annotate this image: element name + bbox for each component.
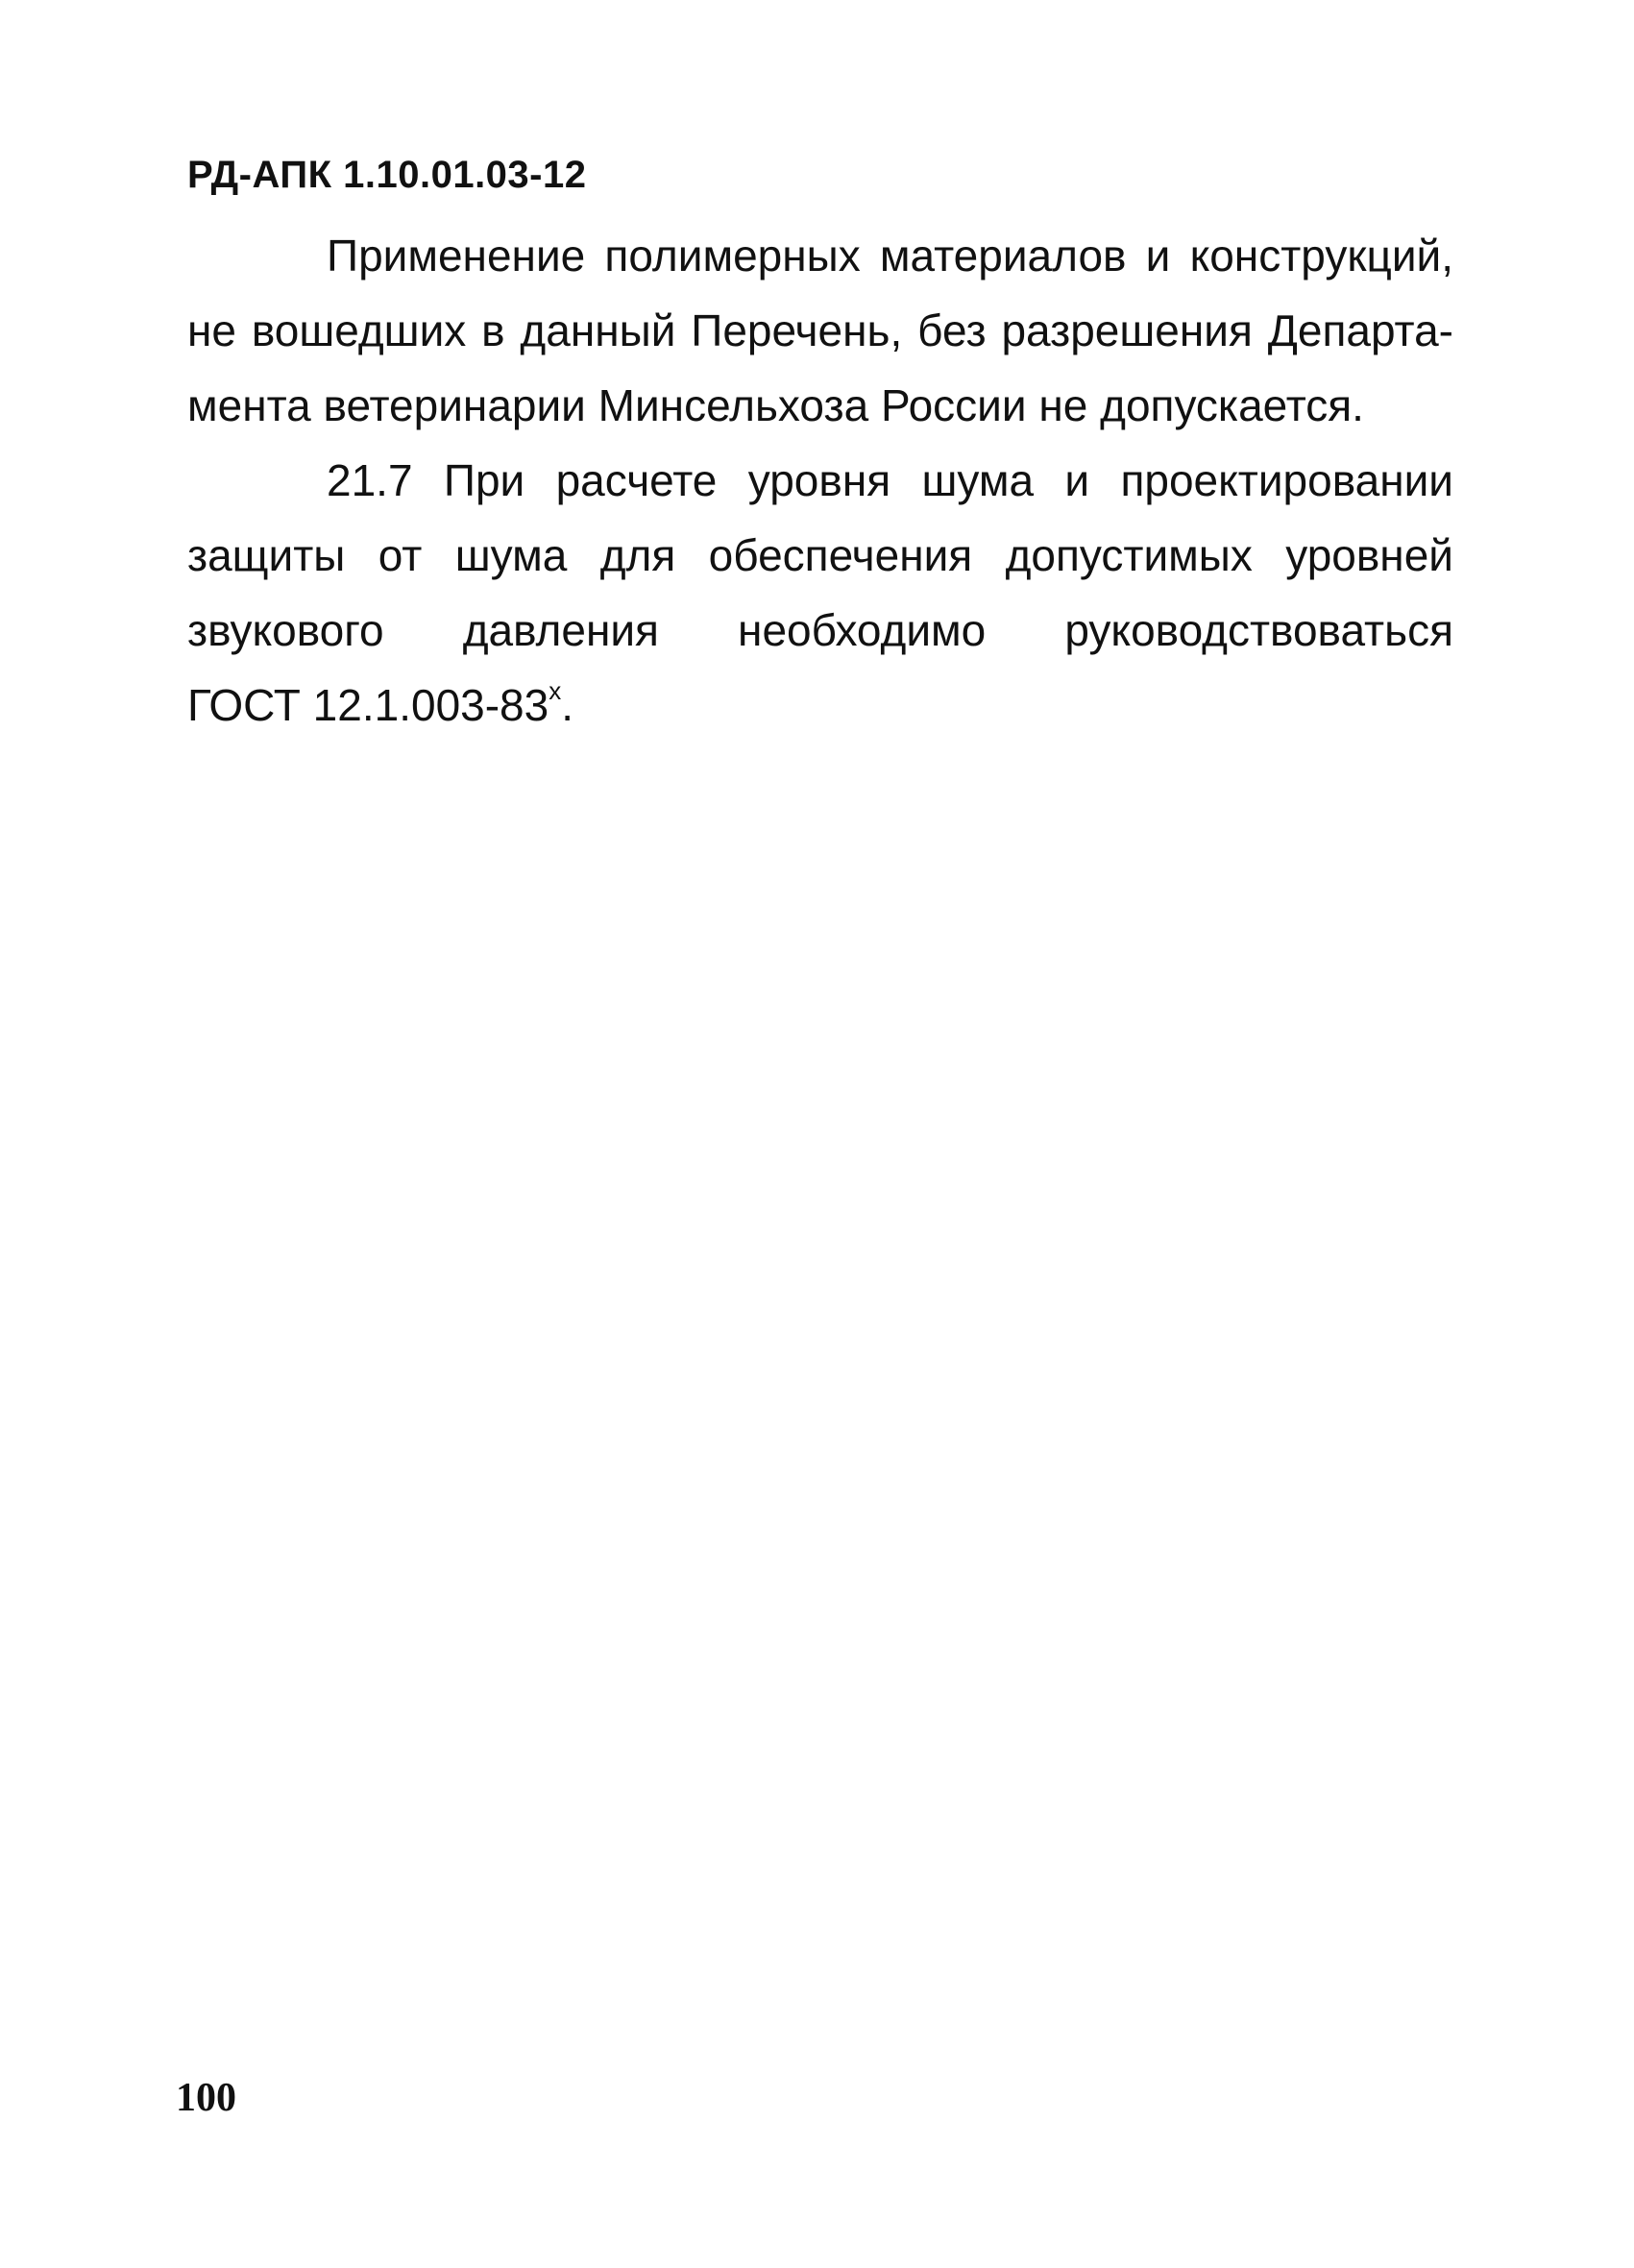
paragraph-1-line-1 (327, 229, 1453, 282)
paragraph-2-line-4 (187, 678, 1453, 732)
paragraph-1-line-3 (187, 378, 1453, 432)
paragraph-2-line-2-text: защиты от шума для обеспечения допустимых уровней (187, 530, 1453, 580)
document-code-header: РД-АПК 1.10.01.03-12 (187, 154, 587, 196)
gost-end-punct: . (561, 680, 574, 730)
paragraph-2-line-1-text: 21.7 При расчете уровня шума и проектировании (327, 455, 1453, 505)
page-number: 100 (176, 2076, 236, 2120)
gost-reference: ГОСТ 12.1.003-83 (187, 680, 549, 730)
paragraph-2-line-3-text: звукового давления необходимо руководствоваться (187, 605, 1453, 655)
gost-superscript: x (549, 676, 562, 705)
paragraph-2-line-1 (327, 453, 1453, 507)
paragraph-1-line-1-text: Применение полимерных материалов и конструкций, (327, 231, 1453, 280)
paragraph-2-line-3 (187, 603, 1453, 657)
paragraph-2-line-2 (187, 528, 1453, 582)
paragraph-1-line-3-text: мента ветеринарии Минсельхоза России не допускается. (187, 380, 1364, 430)
paragraph-1-line-2 (187, 304, 1453, 357)
paragraph-1-line-2-text: не вошедших в данный Перечень, без разрешения Департа- (187, 305, 1453, 355)
